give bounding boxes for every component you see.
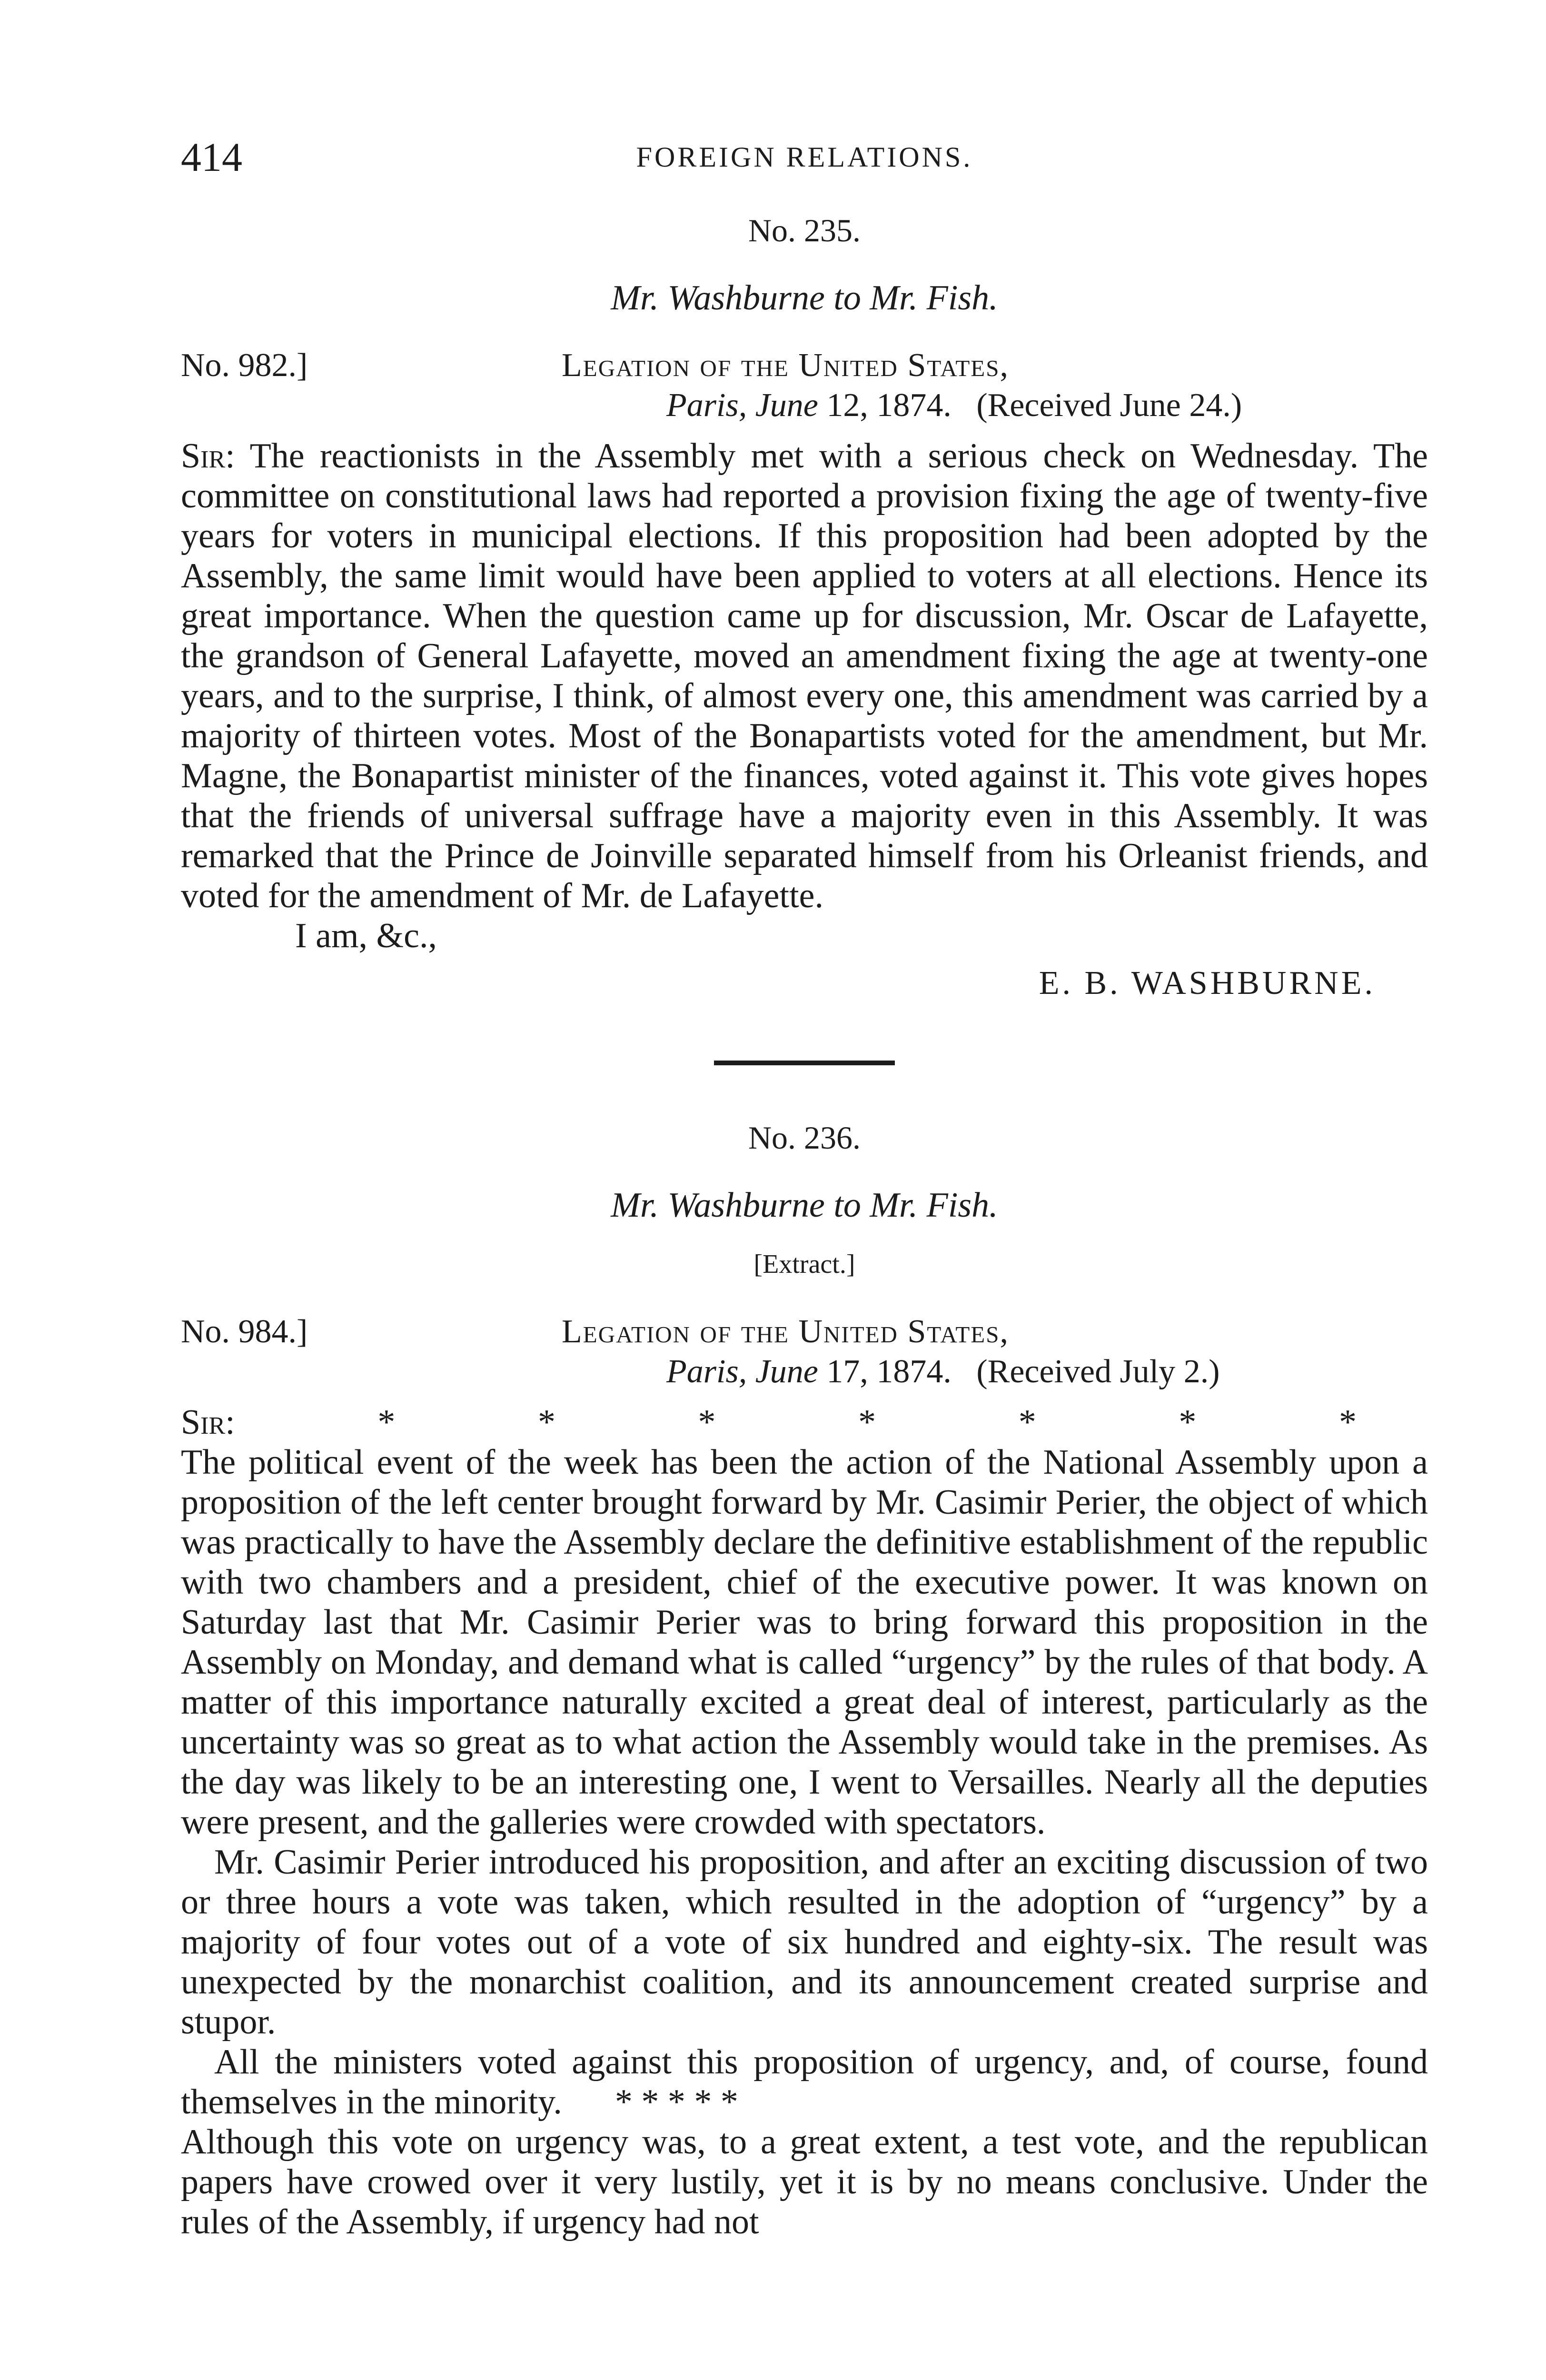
salutation: Sir: xyxy=(181,1403,235,1442)
letter-title: Mr. Washburne to Mr. Fish. xyxy=(611,1186,998,1225)
closing: I am, &c., xyxy=(295,916,437,955)
paragraph-text: The reactionists in the Assembly met with a serious check on Wednesday. The committee on constitutional laws had reported a provision fixing the age of twenty-five years for voters in municipal elections. If this proposition had been adopted by the Assembly, the same limit would have been applied to voters at all elections. Hence its great importance. When the question came up for discussion, Mr. Oscar de Lafayette, the grandson of General Lafayette, moved an amendment fixing the age at twenty-one years, and to the surprise, I think, of almost every one, this amendment was carried by a majority of thirteen votes. Most of the Bonapartists voted for the amendment, but Mr. Magne, the Bonapartist minister of the finances, voted against it. This vote gives hopes that the friends of universal suffrage have a majority even in this Assembly. It was remarked that the Prince de Joinville separated himself from his Orleanist friends, and voted for the amendment of Mr. de Lafayette. xyxy=(181,436,1428,915)
ellipsis-star: * xyxy=(698,1403,716,1442)
letter-235 xyxy=(181,210,1428,1003)
letter-number: No. 236. xyxy=(748,1120,861,1156)
salutation: Sir: xyxy=(181,436,235,476)
letter-paragraph xyxy=(181,436,1428,916)
date-place: Paris, xyxy=(666,1353,747,1390)
letter-paragraph: Mr. Casimir Perier introduced his proposition, and after an exciting discussion of two or three hours a vote was taken, which resulted in the adoption of “urgency” by a majority of four votes out of a vote of six hundred and eighty-six. The result was unexpected by the monarchist coalition, and its announcement created surprise and stupor. xyxy=(181,1843,1428,2042)
running-head: FOREIGN RELATIONS. xyxy=(636,141,973,173)
letter-heading xyxy=(181,346,1428,436)
page-number: 414 xyxy=(181,134,242,180)
ellipsis-star: * xyxy=(537,1403,555,1442)
dispatch-number: No. 982.] xyxy=(181,347,308,384)
letter-paragraph: Although this vote on urgency was, to a great extent, a test vote, and the republican papers have crowed over it very lustily, yet it is by no means conclusive. Under the rules of the Assembly, if urgency had not xyxy=(181,2122,1428,2241)
dateline xyxy=(666,386,1242,426)
legation-line: Legation of the United States, xyxy=(562,347,1009,384)
letter-236 xyxy=(181,1118,1428,2242)
legation-line: Legation of the United States, xyxy=(562,1313,1009,1350)
letter-paragraph: The political event of the week has been the action of the National Assembly upon a proposition of the left center brought forward by Mr. Casimir Perier, the object of which was practically to have the Assembly declare the definitive establishment of the republic with two chambers and a president, chief of the executive power. It was known on Saturday last that Mr. Casimir Perier was to bring forward this proposition in the Assembly on Monday, and demand what is called “urgency” by the rules of that body. A matter of this importance naturally excited a great deal of interest, particularly as the uncertainty was so great as to what action the Assembly would take in the premises. As the day was likely to be an interesting one, I went to Versailles. Nearly all the deputies were present, and the galleries were crowded with spectators. xyxy=(181,1443,1428,1842)
ellipsis-star: * xyxy=(1179,1403,1197,1442)
date-rest: 12, 1874. xyxy=(826,387,951,424)
ellipsis-stars: * * * * * xyxy=(614,2082,738,2122)
ellipsis-star: * xyxy=(377,1403,396,1442)
ellipsis-star: * xyxy=(1018,1403,1036,1442)
letter-number: No. 235. xyxy=(748,212,861,248)
dispatch-number: No. 984.] xyxy=(181,1313,308,1350)
extract-label: [Extract.] xyxy=(753,1250,855,1279)
letter-paragraph xyxy=(181,2042,1428,2122)
letter-heading xyxy=(181,1312,1428,1402)
document-body xyxy=(181,205,1428,2242)
received-note: (Received June 24.) xyxy=(976,387,1242,424)
section-divider xyxy=(714,1061,895,1065)
signature: E. B. WASHBURNE. xyxy=(1039,965,1376,1002)
date-place: Paris, xyxy=(666,387,747,424)
page-header xyxy=(181,133,1428,186)
paragraph-text: All the ministers voted against this proposition of urgency, and, of course, found themselves in the minority. xyxy=(181,2043,1428,2122)
date-rest: 17, 1874. xyxy=(826,1353,951,1390)
received-note: (Received July 2.) xyxy=(976,1353,1220,1390)
ellipsis-star: * xyxy=(1338,1403,1357,1442)
dateline xyxy=(666,1352,1220,1392)
date-month: June xyxy=(755,387,818,424)
letter-title: Mr. Washburne to Mr. Fish. xyxy=(611,278,998,317)
salutation-line xyxy=(181,1402,1428,1442)
date-month: June xyxy=(755,1353,818,1390)
ellipsis-star: * xyxy=(858,1403,876,1442)
